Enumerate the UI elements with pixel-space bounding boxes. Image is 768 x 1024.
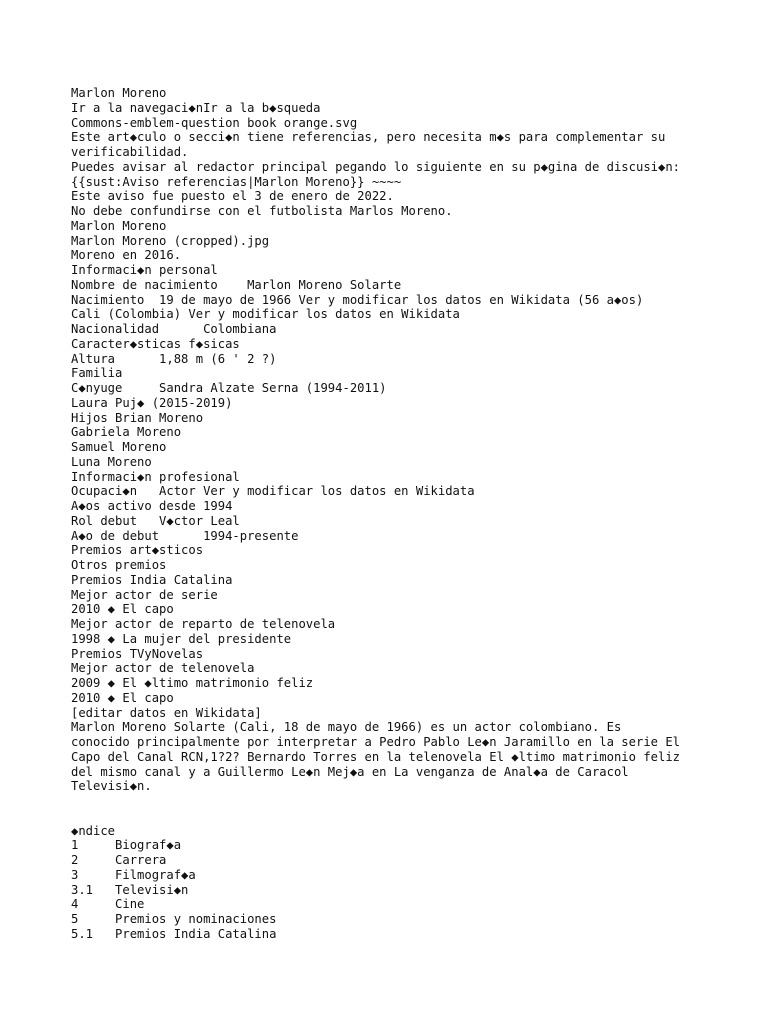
- text-line: 5 Premios y nominaciones: [71, 912, 277, 926]
- text-line: Nombre de nacimiento Marlon Moreno Solarte: [71, 277, 402, 292]
- text-line: No debe confundirse con el futbolista Marlos Moreno.: [71, 204, 453, 218]
- text-line: Familia: [71, 366, 123, 381]
- document-page: [71, 86, 761, 942]
- text-line: Este art◆culo o secci◆n tiene referencias, pero necesita m◆s para complementar su: [71, 130, 666, 145]
- text-line: Moreno en 2016.: [71, 248, 182, 263]
- text-line: Nacimiento 19 de mayo de 1966 Ver y modificar los datos en Wikidata (56 a◆os): [71, 292, 644, 307]
- text-line: Caracter◆sticas f◆sicas: [71, 336, 240, 351]
- text-line: Altura 1,88 m (6 ' 2 ?): [71, 351, 277, 366]
- text-line: 5.1 Premios India Catalina: [71, 926, 277, 941]
- text-line: Laura Puj◆ (2015-2019): [71, 395, 233, 410]
- text-line: Informaci◆n personal: [71, 263, 218, 277]
- text-line: Premios TVyNovelas: [71, 646, 204, 661]
- text-line: Otros premios: [71, 558, 167, 572]
- text-line: Commons-emblem-question book orange.svg: [71, 115, 358, 130]
- text-line: Premios India Catalina: [71, 572, 233, 587]
- text-line: Samuel Moreno: [71, 440, 167, 454]
- text-line: 3 Filmograf◆a: [71, 867, 196, 882]
- text-line: A◆os activo desde 1994: [71, 499, 233, 513]
- text-line: A◆o de debut 1994-presente: [71, 528, 299, 543]
- text-line: 1 Biograf◆a: [71, 838, 182, 853]
- text-line: Puedes avisar al redactor principal pegando lo siguiente en su p◆gina de discusi◆n:: [71, 159, 681, 174]
- text-line: Nacionalidad Colombiana: [71, 322, 277, 336]
- text-line: Mejor actor de serie: [71, 587, 218, 602]
- text-line: 2010 ◆ El capo: [71, 690, 174, 705]
- text-line: ◆ndice: [71, 823, 116, 838]
- text-line: Mejor actor de reparto de telenovela: [71, 617, 336, 631]
- text-line: Este aviso fue puesto el 3 de enero de 2022.: [71, 189, 394, 204]
- text-line: conocido principalmente por interpretar a Pedro Pablo Le◆n Jaramillo en la serie El: [71, 735, 681, 749]
- text-line: 4 Cine: [71, 897, 145, 912]
- text-line: Hijos Brian Moreno: [71, 410, 204, 425]
- text-line: Informaci◆n profesional: [71, 469, 240, 484]
- text-line: [editar datos en Wikidata]: [71, 705, 262, 720]
- text-line: Marlon Moreno Solarte (Cali, 18 de mayo de 1966) es un actor colombiano. Es: [71, 720, 622, 735]
- text-line: Luna Moreno: [71, 454, 152, 469]
- text-line: Marlon Moreno (cropped).jpg: [71, 233, 270, 248]
- text-line: Ir a la navegaci◆nIr a la b◆squeda: [71, 100, 321, 115]
- text-line: Ocupaci◆n Actor Ver y modificar los datos en Wikidata: [71, 484, 475, 499]
- text-line: Marlon Moreno: [71, 218, 167, 233]
- text-line: C◆nyuge Sandra Alzate Serna (1994-2011): [71, 381, 387, 395]
- text-line: 2009 ◆ El ◆ltimo matrimonio feliz: [71, 676, 314, 690]
- text-line: Rol debut V◆ctor Leal: [71, 513, 240, 528]
- text-line: 1998 ◆ La mujer del presidente: [71, 631, 292, 646]
- text-line: Gabriela Moreno: [71, 425, 182, 440]
- text-line: Televisi◆n.: [71, 779, 152, 794]
- text-line: verificabilidad.: [71, 145, 189, 159]
- text-line: 3.1 Televisi◆n: [71, 882, 189, 897]
- text-line: {{sust:Aviso referencias|Marlon Moreno}} ~~~~: [71, 174, 402, 189]
- blank-line: [71, 794, 761, 809]
- text-line: Marlon Moreno: [71, 86, 167, 100]
- text-line: 2010 ◆ El capo: [71, 602, 174, 617]
- text-line: Mejor actor de telenovela: [71, 661, 255, 676]
- blank-line: [71, 809, 761, 824]
- text-line: del mismo canal y a Guillermo Le◆n Mej◆a en La venganza de Anal◆a de Caracol: [71, 764, 629, 779]
- text-line: Premios art◆sticos: [71, 543, 204, 558]
- text-line: 2 Carrera: [71, 853, 167, 867]
- text-line: Cali (Colombia) Ver y modificar los datos en Wikidata: [71, 307, 460, 322]
- text-line: Capo del Canal RCN,1?2? Bernardo Torres en la telenovela El ◆ltimo matrimonio feliz: [71, 749, 681, 764]
